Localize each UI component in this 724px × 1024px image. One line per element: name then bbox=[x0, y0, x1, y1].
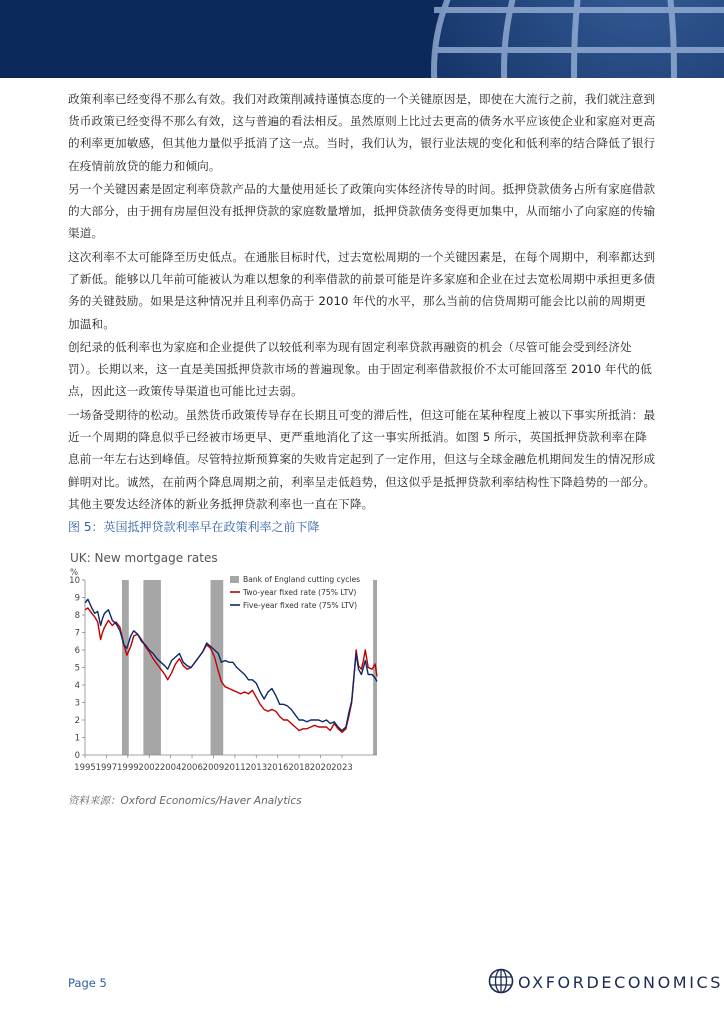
x-tick-label: 2020 bbox=[309, 763, 332, 773]
page-number: Page 5 bbox=[68, 976, 107, 990]
paragraph-1: 政策利率已经变得不那么有效。我们对政策削减持谨慎态度的一个关键原因是，即使在大流行之前，我们就注意到货币政策已经变得不那么有效，这与普遍的看法相反。虽然原则上比过去更高的债务水平应该使企业和家庭对更高的利率更加敏感，但其他力量似乎抵消了这一点。当时，我们认为，银行业法规的变化和低利率的结合降低了银行在疫情前放贷的能力和倾向。 bbox=[68, 92, 656, 173]
x-tick-label: 1995 bbox=[74, 763, 96, 773]
paragraph-3: 这次利率不太可能降至历史低点。在通胀目标时代，过去宽松周期的一个关键因素是，在每个周期中，利率都达到了新低。能够以几年前可能被认为难以想象的利率借款的前景可能是许多家庭和企业在过去宽松周期中承担更多债务的关键鼓励。如果是这种情况并且利率仍高于 2010 年代的水平，那么当前的信贷周期可能会比以前的周期更加温和。 bbox=[68, 250, 656, 331]
x-tick-label: 2011 bbox=[224, 763, 246, 773]
x-tick-label: 2023 bbox=[331, 763, 353, 773]
chart-title: UK: New mortgage rates bbox=[70, 551, 218, 565]
x-tick-label: 2002 bbox=[138, 763, 161, 773]
y-tick-label: 6 bbox=[74, 646, 80, 656]
y-tick-label: 3 bbox=[74, 698, 80, 709]
legend-label: Two-year fixed rate (75% LTV) bbox=[243, 588, 357, 597]
y-tick-label: 4 bbox=[74, 681, 80, 691]
y-tick-label: 0 bbox=[74, 751, 80, 761]
x-tick-label: 1997 bbox=[95, 763, 118, 773]
logo-text: OXFORDECONOMICS bbox=[518, 973, 724, 992]
cutting-cycle-band bbox=[143, 580, 161, 755]
y-tick-label: 7 bbox=[74, 628, 80, 639]
y-tick-label: 8 bbox=[74, 611, 80, 621]
x-tick-label: 2004 bbox=[159, 763, 182, 773]
x-tick-label: 2006 bbox=[181, 763, 203, 773]
chart-y-axis-label: % bbox=[70, 568, 79, 578]
source-note: 资料来源：Oxford Economics/Haver Analytics bbox=[68, 795, 302, 807]
x-tick-label: 2009 bbox=[202, 763, 225, 773]
header-banner bbox=[0, 0, 724, 78]
x-tick-label: 2018 bbox=[288, 763, 310, 773]
chart-legend bbox=[230, 575, 360, 610]
paragraph-4: 创纪录的低利率也为家庭和企业提供了以较低利率为现有固定利率贷款再融资的机会（尽管可能会受到经济处罚）。长期以来，这一直是美国抵押贷款市场的普遍现象。由于固定利率借款报价不太可能回落至 2010 年代的低点，因此这一政策传导渠道也可能比过去弱。 bbox=[68, 340, 652, 399]
x-tick-label: 2016 bbox=[266, 763, 289, 773]
legend-label: Five-year fixed rate (75% LTV) bbox=[243, 601, 358, 610]
y-tick-label: 2 bbox=[74, 716, 80, 726]
figure-caption: 图 5：英国抵押贷款利率早在政策利率之前下降 bbox=[68, 520, 320, 534]
y-tick-label: 9 bbox=[74, 593, 80, 604]
mortgage-rates-chart bbox=[66, 548, 386, 780]
legend-label: Bank of England cutting cycles bbox=[243, 575, 361, 584]
globe-logo-icon bbox=[488, 968, 514, 994]
legend-swatch-cutting-cycles bbox=[230, 576, 239, 583]
paragraph-2: 另一个关键因素是固定利率贷款产品的大量使用延长了政策向实体经济传导的时间。抵押贷款债务占所有家庭借款的大部分，由于拥有房屋但没有抵押贷款的家庭数量增加，抵押贷款债务变得更加集中，从而缩小了向家庭的传输渠道。 bbox=[68, 182, 656, 241]
y-tick-label: 1 bbox=[74, 733, 80, 744]
oxford-economics-logo bbox=[488, 968, 724, 998]
y-tick-label: 10 bbox=[69, 576, 80, 586]
globe-graphic-icon bbox=[394, 0, 724, 78]
x-tick-label: 2013 bbox=[245, 763, 268, 773]
x-tick-label: 1999 bbox=[117, 763, 139, 773]
paragraph-5: 一场备受期待的松动。虽然货币政策传导存在长期且可变的滞后性，但这可能在某种程度上被以下事实所抵消：最近一个周期的降息似乎已经被市场更早、更严重地消化了这一事实所抵消。如图 5 所示，英国抵押贷款利率在降息前一年左右达到峰值。尽管特拉斯预算案的失败肯定起到了一定作用，但这与全球金融危机期间发生的情况形成鲜明对比。诚然，在前两个降息周期之前，利率呈走低趋势，但这似乎是抵押贷款利率结构性下降趋势的一部分。其他主要发达经济体的新业务抵押贷款利率也一直在下降。 bbox=[68, 408, 656, 511]
cutting-cycle-band bbox=[122, 580, 129, 755]
y-tick-label: 5 bbox=[74, 663, 80, 674]
